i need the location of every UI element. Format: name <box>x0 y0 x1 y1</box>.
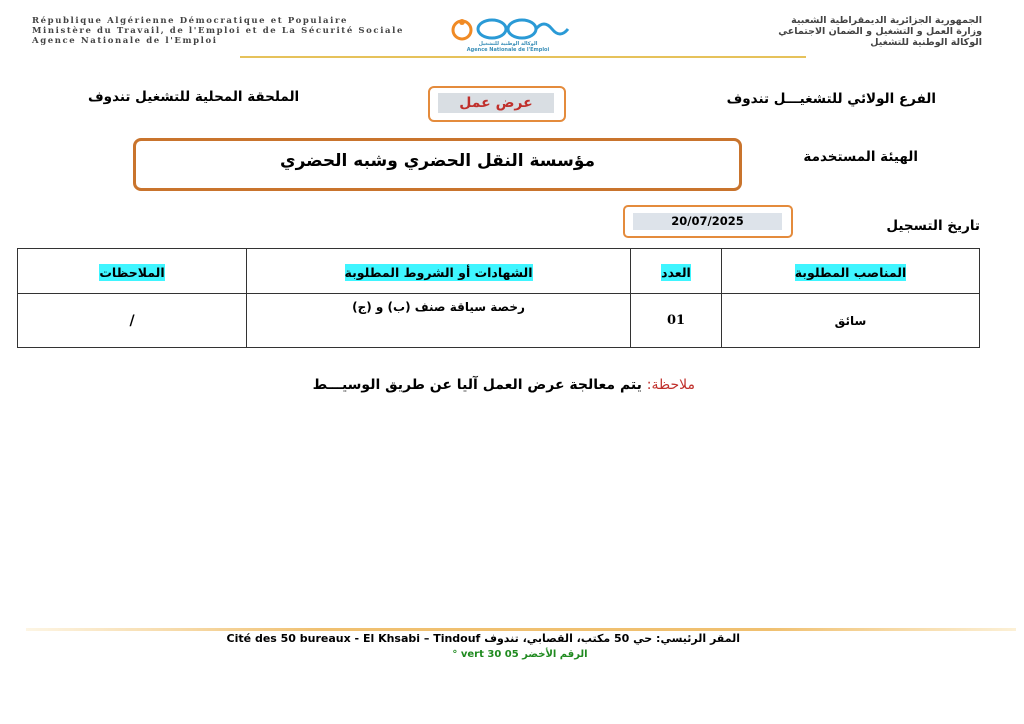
row-qualifications: رخصة سياقة صنف (ب) و (ج) <box>247 294 631 348</box>
header-arabic-block <box>582 15 982 48</box>
header-divider <box>240 56 806 58</box>
row-notes: / <box>18 294 247 348</box>
header-positions: المناصب المطلوبة <box>794 264 907 280</box>
note-label: ملاحظة: <box>646 377 695 393</box>
header-french-block <box>32 16 412 46</box>
row-count: 01 <box>631 294 722 348</box>
footer-green-number: الرقم الأخضر 05 30 vert ° <box>452 649 588 660</box>
header-french-line-1: République Algérienne Démocratique et Populaire <box>32 16 349 26</box>
row-position: سائق <box>722 294 980 348</box>
processing-note <box>312 377 695 393</box>
registration-date-label: تاريخ التسجيل <box>886 218 980 234</box>
header-qualifications-cell <box>247 249 631 294</box>
employer-name: مؤسسة النقل الحضري وشبه الحضري <box>279 151 595 171</box>
logo-caption <box>440 41 576 53</box>
header-positions-cell <box>722 249 980 294</box>
header-french-line-3: Agence Nationale de l'Emploi <box>32 36 218 46</box>
header-count-cell <box>631 249 722 294</box>
header-arabic-line-3: الوكالة الوطنية للتشغيل <box>870 37 982 48</box>
header-arabic-line-1: الجمهورية الجزائرية الديمقراطية الشعبية <box>791 15 982 26</box>
local-annex-title: الملحقة المحلية للتشغيل تندوف <box>88 89 300 105</box>
employer-label: الهيئة المستخدمة <box>803 149 918 165</box>
footer-divider <box>26 628 1016 631</box>
header-count: العدد <box>661 264 691 280</box>
note-text: يتم معالجة عرض العمل آليا عن طريق الوسيـــط <box>312 377 647 393</box>
table-row <box>18 294 980 348</box>
job-offer-table <box>17 248 980 348</box>
footer-address: المقر الرئيسي: حي 50 مكتب، القصابي، تندوف Cité des 50 bureaux - El Khsabi – Tindouf <box>226 632 740 645</box>
header-notes: الملاحظات <box>99 264 165 280</box>
header-notes-cell <box>18 249 247 294</box>
logo-caption-ar: الوكالة الوطنية للتشغيل <box>478 41 538 47</box>
registration-date-value: 20/07/2025 <box>633 213 782 230</box>
logo-caption-fr: Agence Nationale de l'Emploi <box>466 47 550 53</box>
wilaya-branch-title: الفرع الولائي للتشغيـــل تندوف <box>726 91 936 107</box>
header-qualifications: الشهادات أو الشروط المطلوبة <box>344 264 533 280</box>
offer-title: عرض عمل <box>438 93 554 113</box>
table-header-row <box>18 249 980 294</box>
header-arabic-line-2: وزارة العمل و التشغيل و الضمان الاجتماعي <box>778 26 982 37</box>
header-french-line-2: Ministère du Travail, de l'Emploi et de La Sécurité Sociale <box>32 26 404 36</box>
